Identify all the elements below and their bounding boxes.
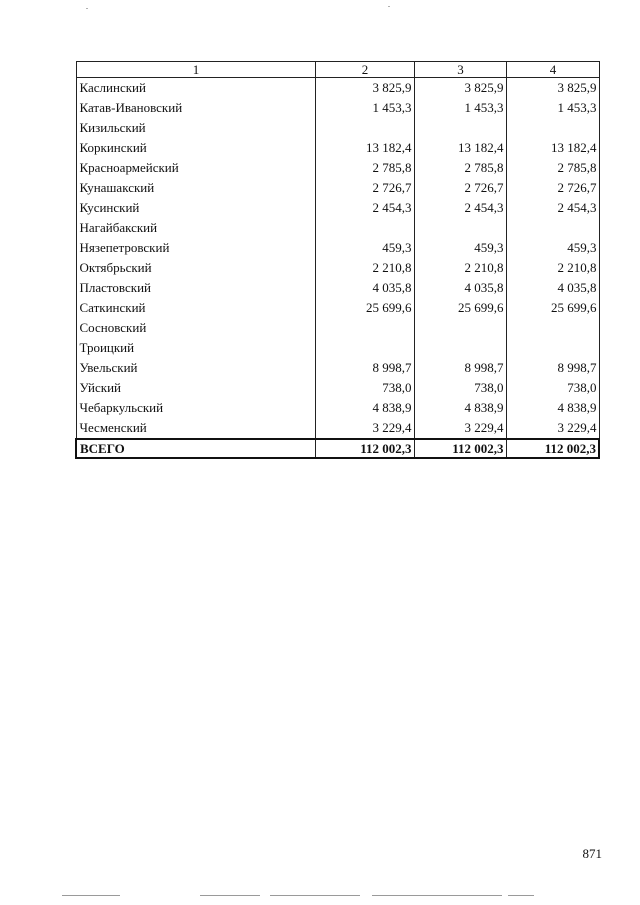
table-row (76, 158, 599, 178)
value-col-3: 4 035,8 (414, 278, 506, 298)
district-name: Кусинский (76, 198, 315, 218)
value-col-3: 2 785,8 (414, 158, 506, 178)
district-name: Уйский (76, 378, 315, 398)
district-name: Октябрьский (76, 258, 315, 278)
value-col-4: 4 838,9 (506, 398, 599, 418)
scan-dot (388, 6, 390, 7)
district-name: Каслинский (76, 78, 315, 99)
table-row (76, 138, 599, 158)
value-col-2: 13 182,4 (315, 138, 414, 158)
value-col-2: 1 453,3 (315, 98, 414, 118)
value-col-2: 459,3 (315, 238, 414, 258)
value-col-2: 4 035,8 (315, 278, 414, 298)
value-col-2 (315, 318, 414, 338)
value-col-4: 25 699,6 (506, 298, 599, 318)
table-row (76, 278, 599, 298)
district-name: Увельский (76, 358, 315, 378)
value-col-4: 4 035,8 (506, 278, 599, 298)
district-name: Кунашакский (76, 178, 315, 198)
value-col-2: 4 838,9 (315, 398, 414, 418)
total-label: ВСЕГО (76, 439, 315, 458)
district-name: Чесменский (76, 418, 315, 439)
value-col-4 (506, 338, 599, 358)
scan-line (508, 895, 534, 896)
page-number: 871 (582, 846, 602, 861)
value-col-2 (315, 218, 414, 238)
table-row (76, 118, 599, 138)
value-col-4: 738,0 (506, 378, 599, 398)
value-col-2: 3 825,9 (315, 78, 414, 99)
value-col-4 (506, 118, 599, 138)
table-row (76, 338, 599, 358)
budget-table (75, 61, 600, 459)
value-col-3: 8 998,7 (414, 358, 506, 378)
value-col-2 (315, 338, 414, 358)
column-header-2: 2 (315, 62, 414, 78)
value-col-3 (414, 338, 506, 358)
value-col-3: 2 454,3 (414, 198, 506, 218)
district-name: Нагайбакский (76, 218, 315, 238)
table-row (76, 298, 599, 318)
value-col-3: 2 726,7 (414, 178, 506, 198)
scan-line (372, 895, 502, 896)
value-col-4: 2 726,7 (506, 178, 599, 198)
total-row (76, 439, 599, 458)
value-col-3: 13 182,4 (414, 138, 506, 158)
value-col-2: 2 726,7 (315, 178, 414, 198)
total-col-2: 112 002,3 (315, 439, 414, 458)
value-col-3 (414, 318, 506, 338)
table-header (76, 62, 599, 78)
value-col-2: 738,0 (315, 378, 414, 398)
column-header-4: 4 (506, 62, 599, 78)
scan-dot (86, 8, 88, 9)
value-col-2: 2 210,8 (315, 258, 414, 278)
value-col-3 (414, 218, 506, 238)
table-row (76, 198, 599, 218)
table-row (76, 78, 599, 99)
table-row (76, 98, 599, 118)
district-name: Кизильский (76, 118, 315, 138)
value-col-4: 8 998,7 (506, 358, 599, 378)
value-col-3: 2 210,8 (414, 258, 506, 278)
column-header-1: 1 (76, 62, 315, 78)
table-row (76, 398, 599, 418)
value-col-4 (506, 218, 599, 238)
value-col-3: 25 699,6 (414, 298, 506, 318)
table-row (76, 318, 599, 338)
value-col-3 (414, 118, 506, 138)
value-col-4: 13 182,4 (506, 138, 599, 158)
total-col-4: 112 002,3 (506, 439, 599, 458)
table-row (76, 378, 599, 398)
value-col-4: 2 785,8 (506, 158, 599, 178)
total-col-3: 112 002,3 (414, 439, 506, 458)
value-col-2 (315, 118, 414, 138)
value-col-3: 459,3 (414, 238, 506, 258)
table-row (76, 178, 599, 198)
column-header-3: 3 (414, 62, 506, 78)
value-col-4: 2 210,8 (506, 258, 599, 278)
value-col-4: 3 825,9 (506, 78, 599, 99)
table-row (76, 358, 599, 378)
scan-line (200, 895, 260, 896)
district-name: Нязепетровский (76, 238, 315, 258)
district-name: Пластовский (76, 278, 315, 298)
value-col-3: 1 453,3 (414, 98, 506, 118)
district-name: Коркинский (76, 138, 315, 158)
value-col-4: 459,3 (506, 238, 599, 258)
value-col-4: 2 454,3 (506, 198, 599, 218)
district-name: Саткинский (76, 298, 315, 318)
value-col-2: 2 785,8 (315, 158, 414, 178)
value-col-2: 2 454,3 (315, 198, 414, 218)
value-col-3: 3 825,9 (414, 78, 506, 99)
scan-line (62, 895, 120, 896)
table-row (76, 258, 599, 278)
value-col-2: 3 229,4 (315, 418, 414, 439)
value-col-3: 3 229,4 (414, 418, 506, 439)
table-body (76, 78, 599, 459)
district-name: Чебаркульский (76, 398, 315, 418)
district-name: Сосновский (76, 318, 315, 338)
table-row (76, 218, 599, 238)
value-col-4: 1 453,3 (506, 98, 599, 118)
value-col-3: 738,0 (414, 378, 506, 398)
value-col-3: 4 838,9 (414, 398, 506, 418)
district-name: Троицкий (76, 338, 315, 358)
table-row (76, 238, 599, 258)
header-row (76, 62, 599, 78)
table-row (76, 418, 599, 439)
value-col-4 (506, 318, 599, 338)
district-name: Катав-Ивановский (76, 98, 315, 118)
district-name: Красноармейский (76, 158, 315, 178)
value-col-2: 8 998,7 (315, 358, 414, 378)
value-col-2: 25 699,6 (315, 298, 414, 318)
scan-line (270, 895, 360, 896)
value-col-4: 3 229,4 (506, 418, 599, 439)
